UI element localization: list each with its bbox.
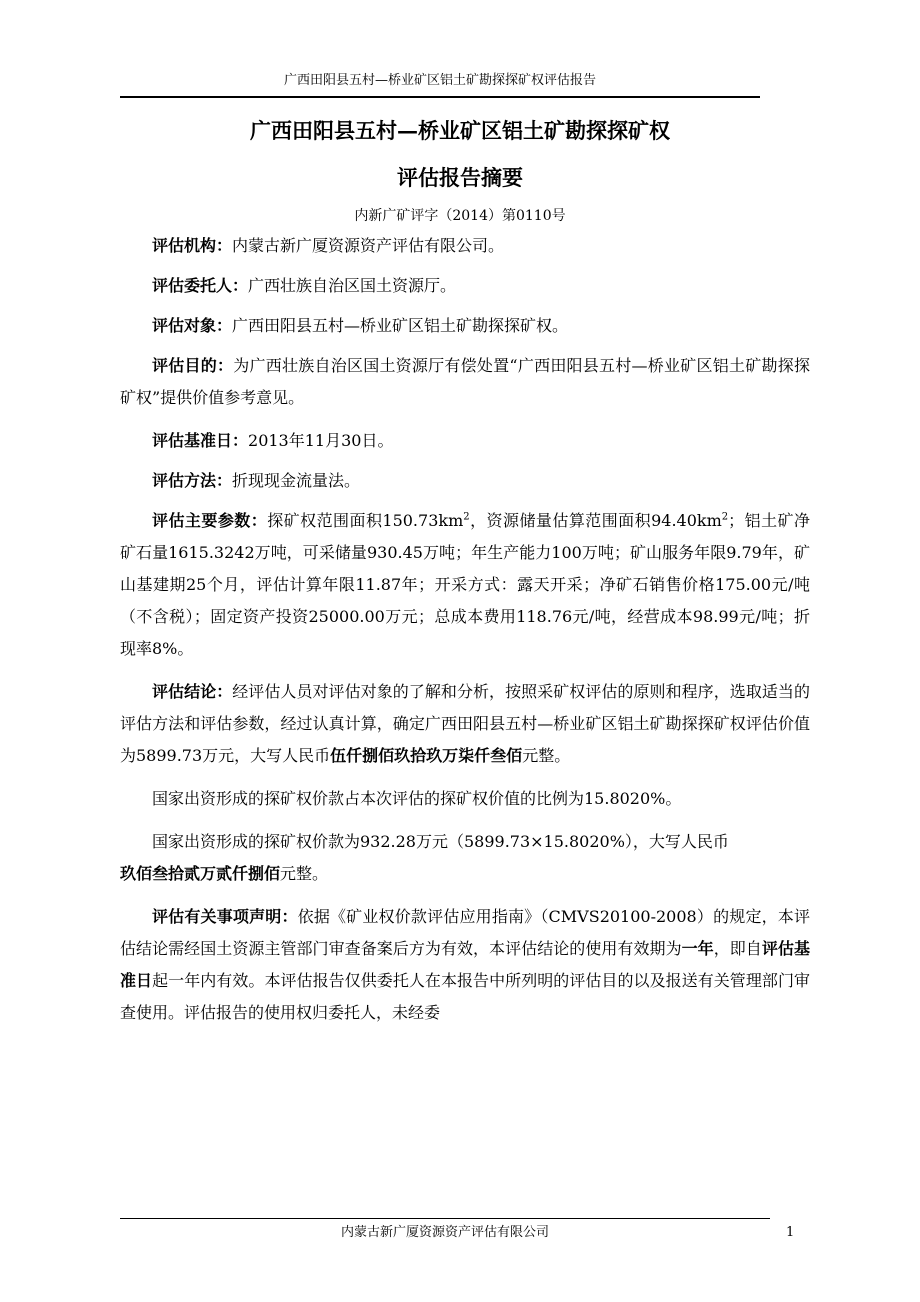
paragraph-state-value (120, 826, 810, 890)
paragraph-params (120, 505, 810, 665)
paragraph-method (120, 465, 810, 497)
paragraph-agency (120, 230, 810, 262)
text-params-c: ；铝土矿净矿石量1615.3242万吨，可采储量930.45万吨；年生产能力100万吨；矿山服务年限9.79年，矿山基建期25个月，评估计算年限11.87年；开采方式：露天开采；净矿石销售价格175.00元/吨（不含税）；固定资产投资25000.00万元；总成本费用118.76元/吨，经营成本98.99元/吨；折现率8%。 (120, 511, 810, 658)
text-state-value: 国家出资形成的探矿权价款为932.28万元（5899.73×15.8020%），大写人民币 (152, 832, 729, 851)
text-method: 折现现金流量法。 (232, 471, 361, 490)
label-client: 评估委托人： (152, 276, 249, 295)
text-purpose: 为广西壮族自治区国土资源厅有偿处置“广西田阳县五村—桥业矿区铝土矿勘探探矿权”提供价值参考意见。 (120, 356, 810, 407)
paragraph-state-ratio (120, 783, 810, 815)
text-base-date: 2013年11月30日。 (248, 431, 394, 450)
validity-period: 一年 (681, 939, 714, 958)
paragraph-client (120, 270, 810, 302)
text-object: 广西田阳县五村—桥业矿区铝土矿勘探探矿权。 (232, 316, 569, 335)
page-number: 1 (786, 1225, 795, 1240)
state-amount-in-words: 玖佰叁拾贰万贰仟捌佰 (120, 864, 281, 883)
text-agency: 内蒙古新广厦资源资产评估有限公司。 (232, 236, 505, 255)
report-subtitle: 评估报告摘要 (397, 165, 523, 190)
paragraph-conclusion (120, 676, 810, 772)
text-conclusion-suffix: 元整。 (522, 746, 571, 765)
paragraph-base-date (120, 425, 810, 457)
label-conclusion: 评估结论： (152, 682, 233, 701)
text-client: 广西壮族自治区国土资源厅。 (248, 276, 457, 295)
label-params: 评估主要参数： (152, 511, 268, 530)
text-statement-b: ，即自 (713, 939, 762, 958)
label-object: 评估对象： (152, 316, 233, 335)
text-conclusion: 经评估人员对评估对象的了解和分析，按照采矿权评估的原则和程序，选取适当的评估方法和评估参数，经过认真计算，确定广西田阳县五村—桥业矿区铝土矿勘探探矿权评估价值为5899.73万元，大写人民币 (120, 682, 810, 765)
text-statement-c: 起一年内有效。本评估报告仅供委托人在本报告中所列明的评估目的以及报送有关管理部门审查使用。评估报告的使用权归委托人，未经委 (120, 971, 810, 1022)
paragraph-statement (120, 901, 810, 1029)
label-agency: 评估机构： (152, 236, 233, 255)
label-base-date: 评估基准日： (152, 431, 249, 450)
report-title: 广西田阳县五村—桥业矿区铝土矿勘探探矿权 (250, 118, 670, 143)
footer-company: 内蒙古新广厦资源资产评估有限公司 (340, 1225, 549, 1240)
text-state-ratio: 国家出资形成的探矿权价款占本次评估的探矿权价值的比例为15.8020%。 (152, 789, 682, 808)
label-method: 评估方法： (152, 471, 233, 490)
text-statement-a: 依据《矿业权价款评估应用指南》（CMVS20100-2008）的规定，本评估结论需经国土资源主管部门审查备案后方为有效，本评估结论的使用有效期为 (120, 907, 810, 958)
amount-in-words: 伍仟捌佰玖拾玖万柒仟叁佰 (330, 746, 523, 765)
label-statement: 评估有关事项声明： (152, 907, 298, 926)
text-params-a: 探矿权范围面积150.73km (267, 511, 464, 530)
running-header: 广西田阳县五村—桥业矿区铝土矿勘探探矿权评估报告 (283, 73, 596, 88)
document-number: 内新广矿评字（2014）第0110号 (354, 208, 566, 224)
summary-body (120, 230, 810, 1040)
text-state-value-suffix: 元整。 (280, 864, 329, 883)
footer-rule (120, 1218, 770, 1219)
header-rule (120, 96, 760, 98)
label-purpose: 评估目的： (152, 356, 234, 375)
text-params-b: ，资源储量估算范围面积94.40km (469, 511, 722, 530)
superscript-area-b: 2 (721, 511, 729, 523)
paragraph-purpose (120, 350, 810, 414)
paragraph-object (120, 310, 810, 342)
base-date-reference: 评估基准日 (120, 939, 810, 990)
superscript-area-a: 2 (463, 511, 470, 523)
